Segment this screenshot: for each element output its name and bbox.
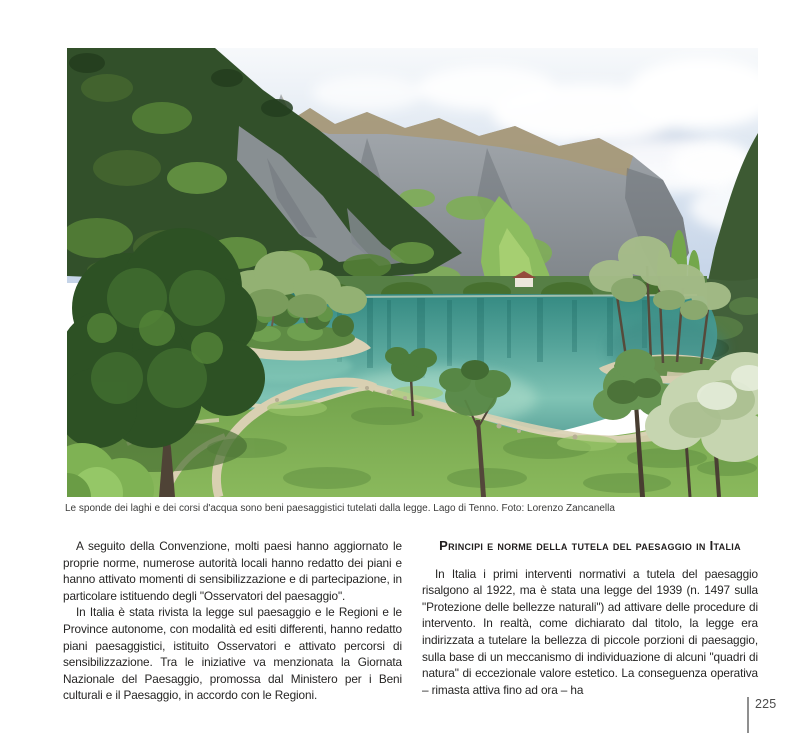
paragraph: In Italia è stata rivista la legge sul paesaggio e le Regioni e le Province autonome, con modalità ed esiti differenti, hanno redatto piani paesaggistici, istituito Osservatori e attivato percorsi di sensibilizzazione. Tra le iniziative va menzionata la Giornata Nazionale del Paesaggio, promossa dal Ministero per i Beni culturali e il Paesaggio, in accordo con le Regioni. — [63, 605, 402, 703]
landscape-photo — [67, 48, 758, 497]
right-text-column — [422, 538, 758, 698]
page-number: 225 — [755, 697, 777, 711]
left-text-column — [63, 538, 402, 704]
photo-caption: Le sponde dei laghi e dei corsi d'acqua sono beni paesaggistici tutelati dalla legge. Lago di Tenno. Foto: Lorenzo Zancanella — [65, 503, 615, 514]
section-heading: Principi e norme della tutela del paesaggio in Italia — [439, 538, 741, 553]
folio-divider-rule — [747, 697, 749, 733]
paragraph: In Italia i primi interventi normativi a tutela del paesaggio risalgono al 1922, ma è stata una legge del 1939 (n. 1497 sulla "Protezione delle bellezze naturali") ad attivare delle procedure di intervento. In realtà, come dichiarato dal titolo, la legge era indirizzata a tutelare la bellezza di piccole porzioni di paesaggio, sulla base di un meccanismo di individuazione di alcuni "quadri di natura" di eccezionale valore estetico. La conseguenza operativa – rimasta attiva fino ad ora – ha — [422, 566, 758, 697]
paragraph: A seguito della Convenzione, molti paesi hanno aggiornato le proprie norme, numerose autorità locali hanno redatto dei piani e hanno attivato momenti di sensibilizzazione e di partecipazione, in particolare istituendo degli "Osservatori del paesaggio". — [63, 539, 402, 603]
lago-di-tenno-illustration — [67, 48, 758, 497]
